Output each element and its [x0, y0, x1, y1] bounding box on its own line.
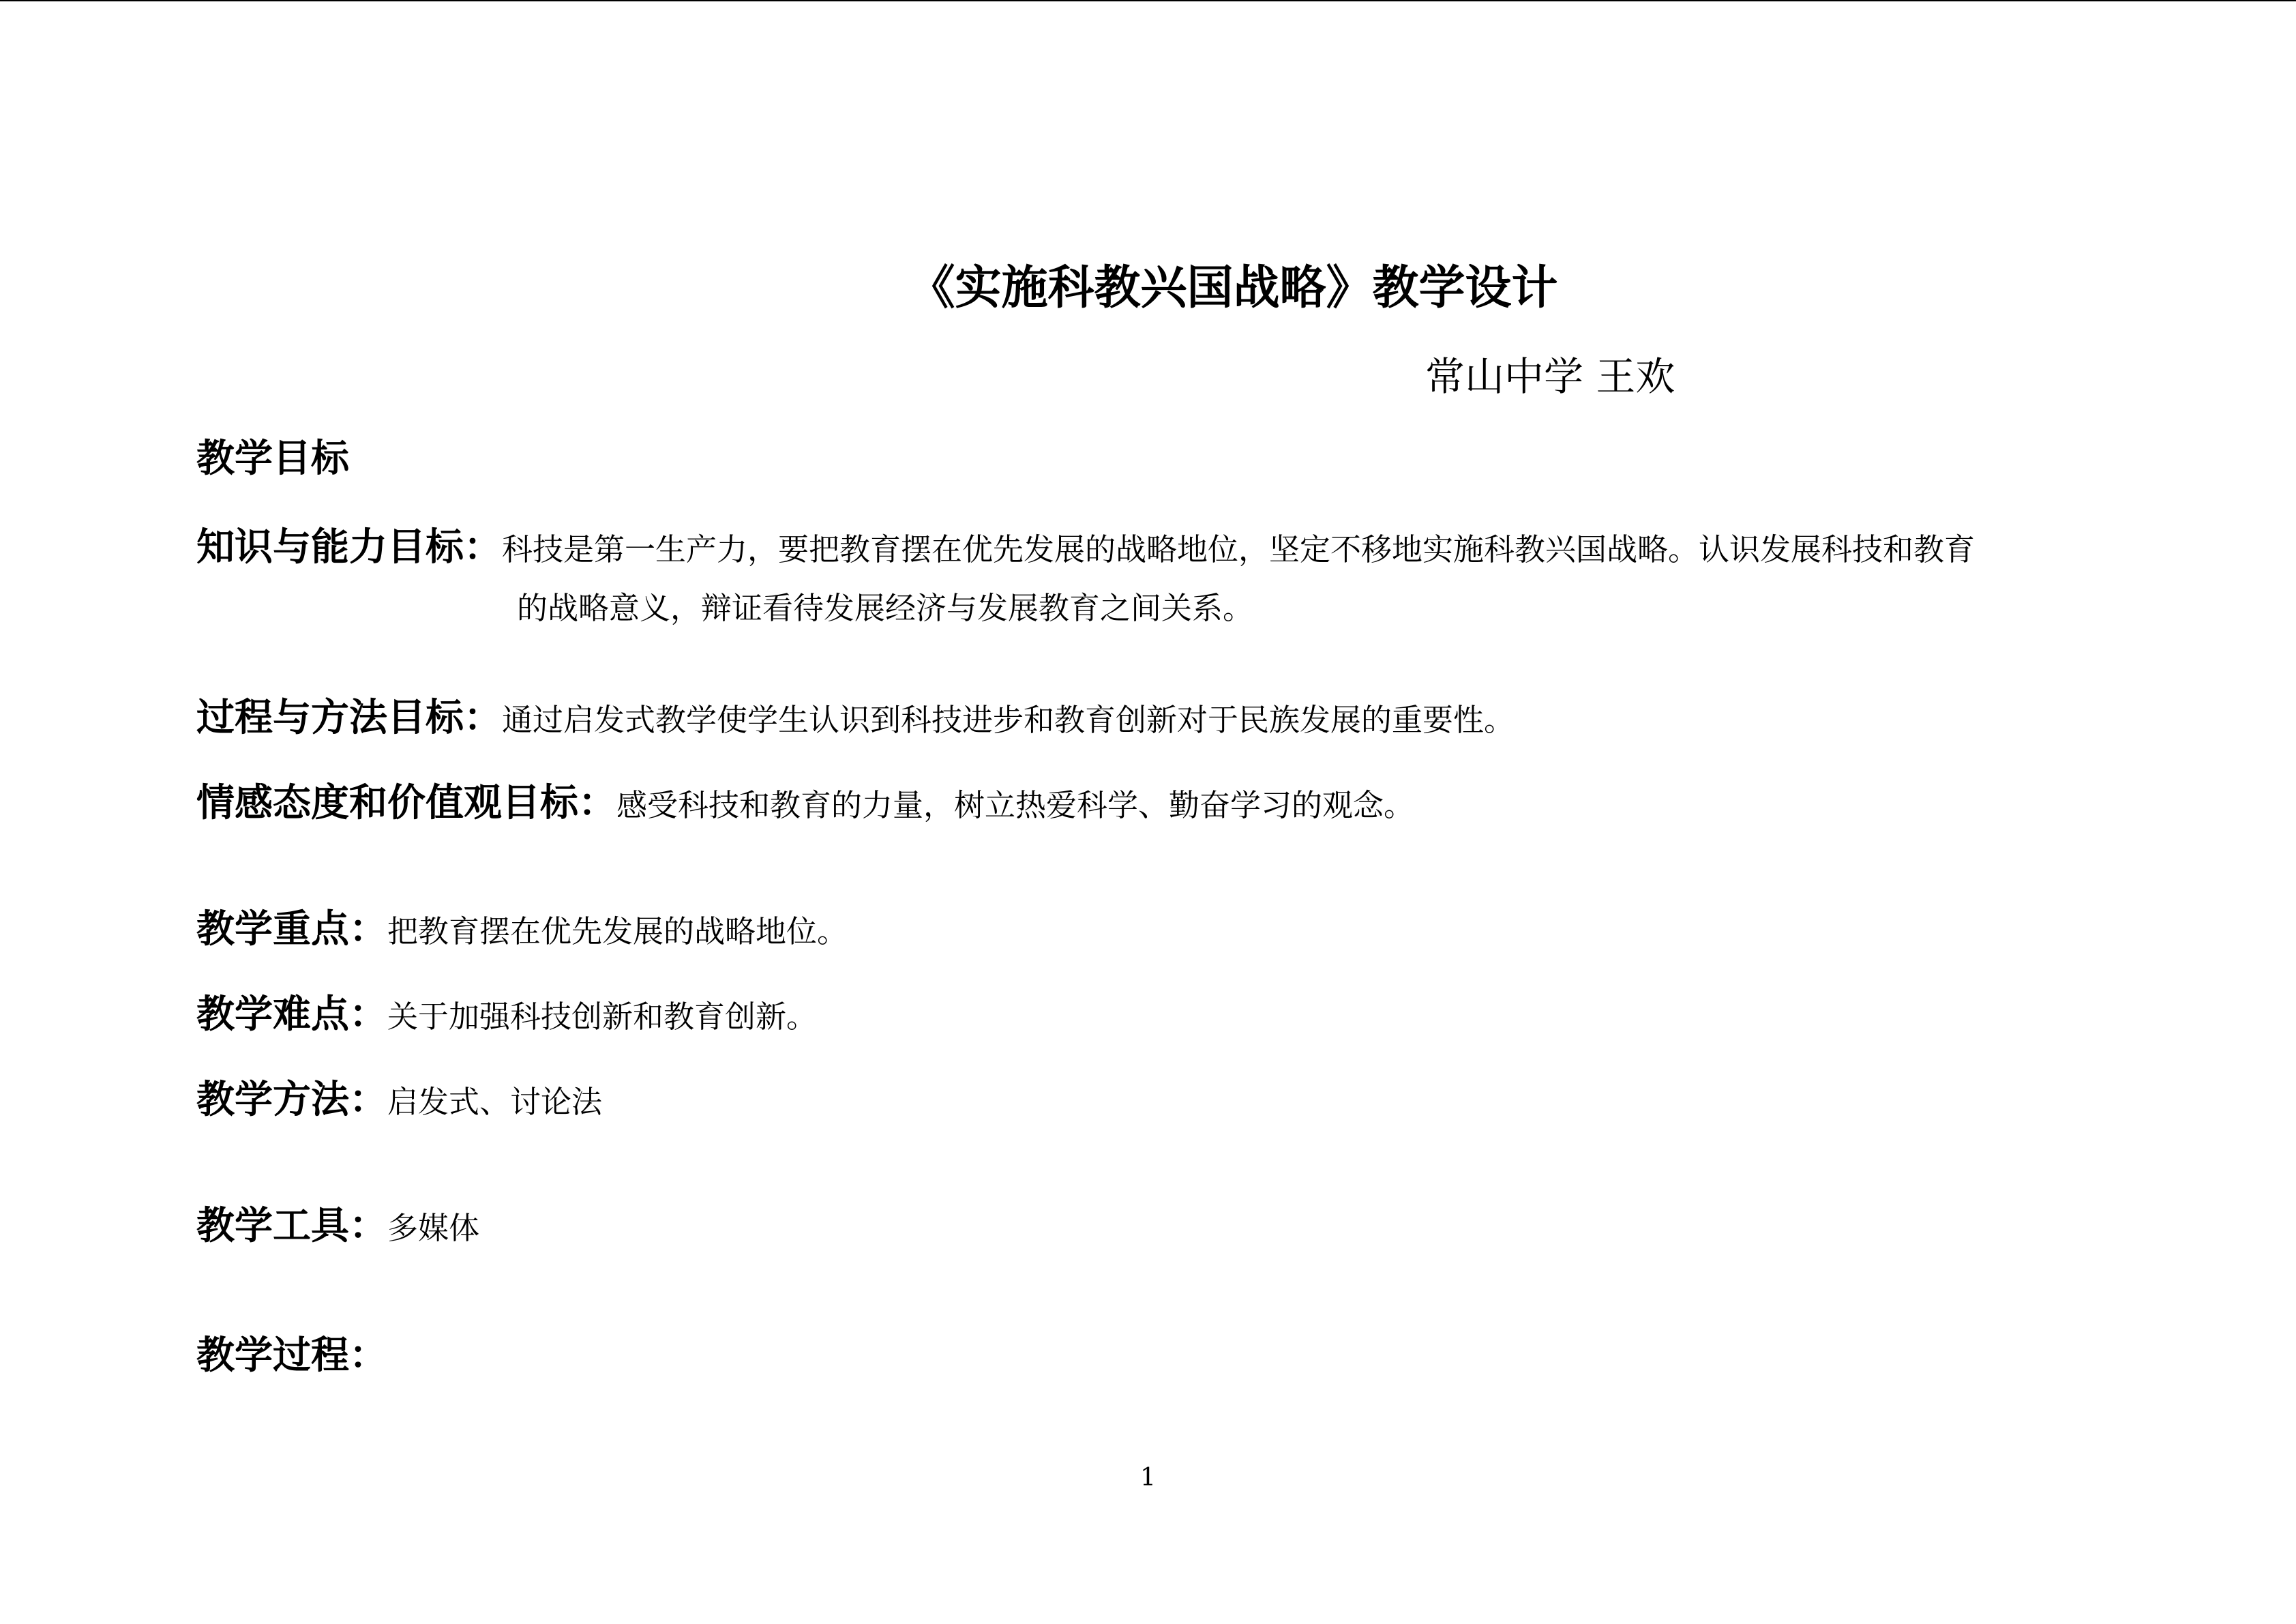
emotion-goal-row — [196, 772, 1414, 843]
document-title: 《实施科教兴国战略》教学设计 — [908, 261, 1558, 315]
emotion-goal-label: 情感态度和价值观目标： — [196, 780, 616, 825]
knowledge-goal-label: 知识与能力目标： — [196, 525, 502, 570]
teaching-process-heading: 教学过程： — [196, 1333, 387, 1378]
process-goal-row — [196, 687, 1515, 758]
tools-row — [196, 1195, 479, 1266]
knowledge-goal-text-continued: 的战略意义，辩证看待发展经济与发展教育之间关系。 — [517, 590, 1254, 626]
emotion-goal-text: 感受科技和教育的力量，树立热爱科学、勤奋学习的观念。 — [616, 787, 1415, 823]
process-goal-text: 通过启发式教学使学生认识到科技进步和教育创新对于民族发展的重要性。 — [502, 702, 1515, 738]
knowledge-goal-row — [196, 516, 1975, 587]
page-number: 1 — [1140, 1464, 1156, 1492]
method-row — [196, 1069, 602, 1140]
difficulty-label: 教学难点： — [196, 992, 387, 1037]
difficulty-text: 关于加强科技创新和教育创新。 — [387, 999, 818, 1035]
key-point-row — [196, 898, 848, 969]
author-line: 常山中学 王欢 — [1425, 353, 1675, 400]
key-point-label: 教学重点： — [196, 906, 387, 951]
process-goal-label: 过程与方法目标： — [196, 695, 502, 740]
method-text: 启发式、讨论法 — [387, 1084, 603, 1120]
tools-label: 教学工具： — [196, 1203, 387, 1248]
knowledge-goal-text: 科技是第一生产力，要把教育摆在优先发展的战略地位，坚定不移地实施科教兴国战略。认识发展科技和教育 — [502, 531, 1976, 567]
tools-text: 多媒体 — [387, 1210, 480, 1246]
method-label: 教学方法： — [196, 1077, 387, 1122]
difficulty-row — [196, 984, 817, 1054]
key-point-text: 把教育摆在优先发展的战略地位。 — [387, 913, 848, 949]
teaching-goals-heading: 教学目标 — [196, 436, 349, 481]
